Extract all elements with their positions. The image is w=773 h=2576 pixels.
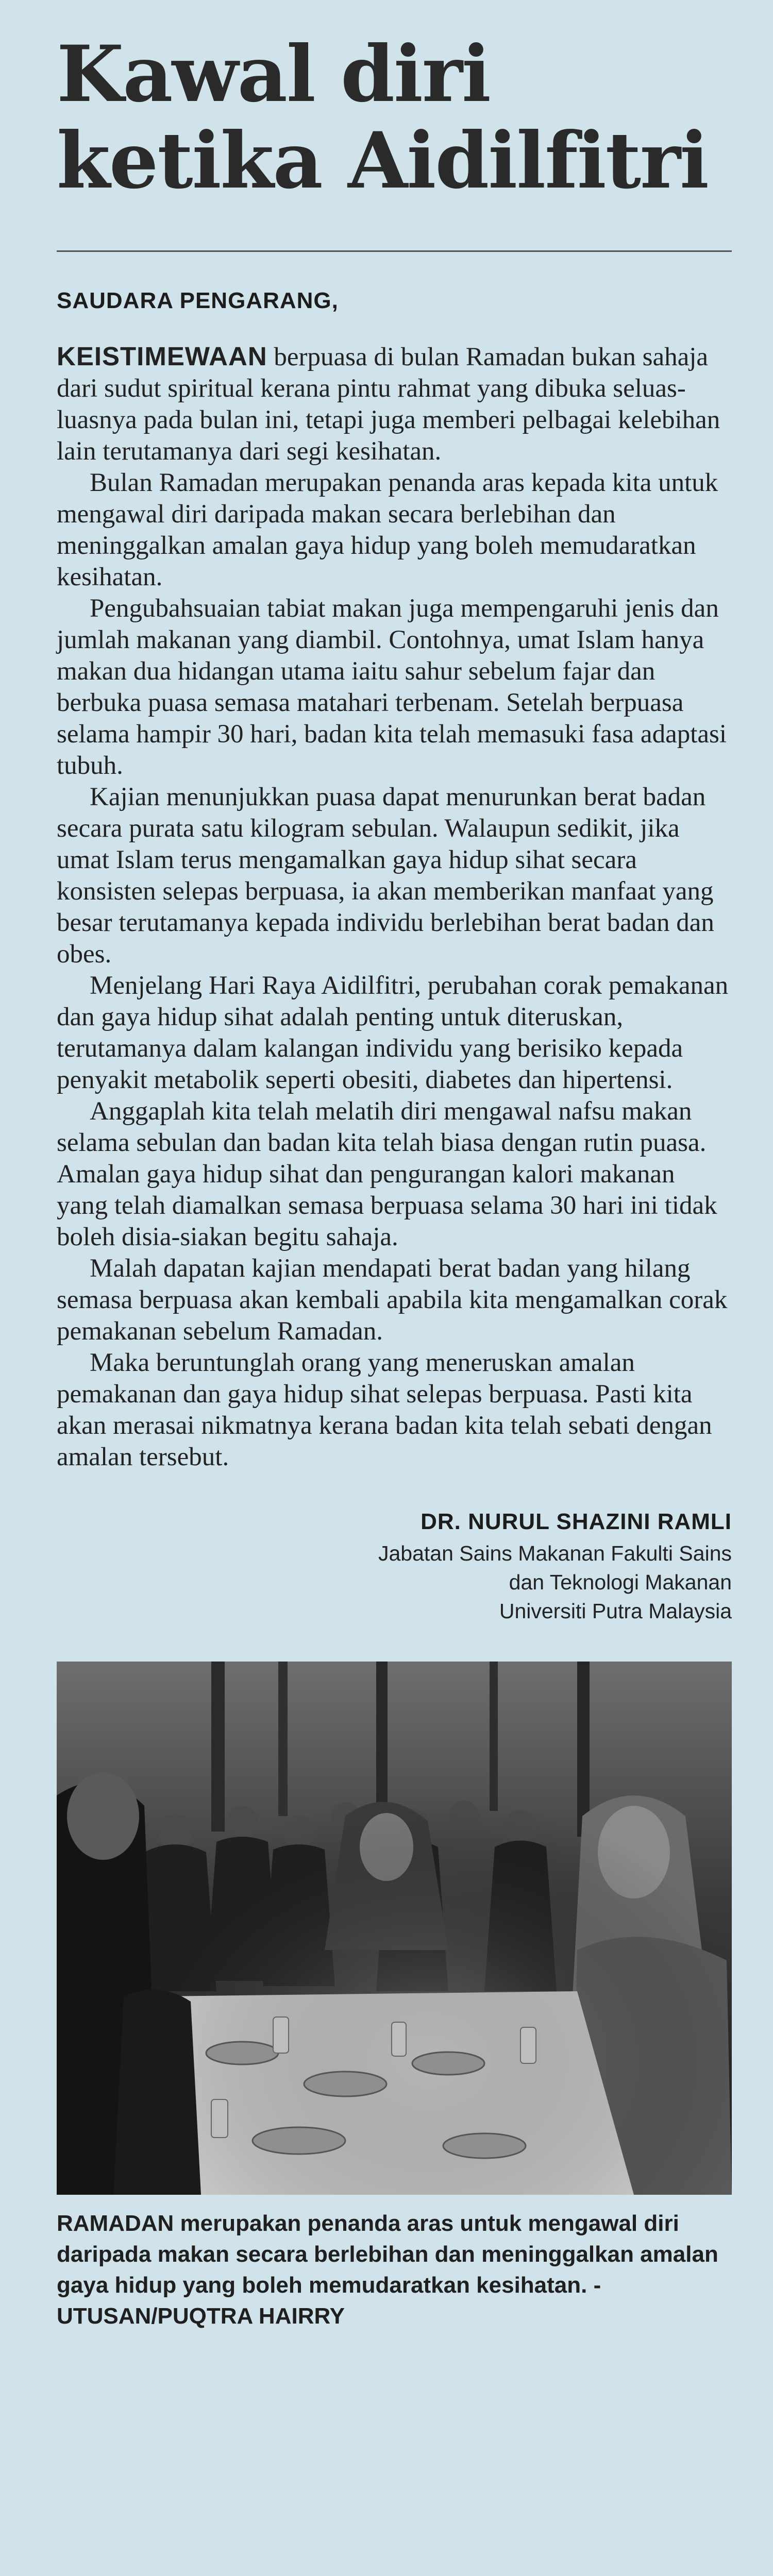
paragraph-7: Malah dapatan kajian mendapati berat badan yang hilang semasa berpuasa akan kembali apabila kita mengamalkan corak pemakanan sebelum Ramadan. (57, 1254, 728, 1346)
salutation: SAUDARA PENGARANG, (57, 288, 339, 313)
author-affiliation-2: dan Teknologi Makanan (509, 1570, 732, 1594)
headline-line-1: Kawal diri (57, 29, 490, 120)
iftar-photo (57, 1662, 732, 2195)
headline (57, 31, 732, 204)
paragraph-1-text: berpuasa di bulan Ramadan bukan sahaja dari sudut spiritual kerana pintu rahmat yang dibuka seluas-luasnya pada bulan ini, tetapi juga memberi pelbagai kelebihan lain terutamanya dari segi kesihatan. (57, 343, 720, 466)
paragraph-1 (57, 341, 732, 467)
paragraph-8: Maka beruntunglah orang yang meneruskan amalan pemakanan dan gaya hidup sihat selepas berpuasa. Pasti kita akan merasai nikmatnya kerana badan kita telah sebati dengan amalan tersebut. (57, 1348, 712, 1471)
paragraph-4: Kajian menunjukkan puasa dapat menurunkan berat badan secara purata satu kilogram sebulan. Walaupun sedikit, jika umat Islam terus mengamalkan gaya hidup sihat secara konsisten selepas berpuasa, ia akan memberikan manfaat yang besar terutamanya kepada individu berlebihan berat badan dan obes. (57, 783, 714, 969)
author-affiliation-1: Jabatan Sains Makanan Fakulti Sains (378, 1541, 732, 1565)
iftar-photo-image (57, 1662, 732, 2195)
author-affiliation-3: Universiti Putra Malaysia (499, 1599, 732, 1623)
paragraph-6: Anggaplah kita telah melatih diri mengawal nafsu makan selama sebulan dan badan kita telah biasa dengan rutin puasa. Amalan gaya hidup sihat dan pengurangan kalori makanan yang telah diamalkan semasa berpuasa selama 30 hari ini tidak boleh disia-siakan begitu sahaja. (57, 1097, 717, 1251)
photo-caption: RAMADAN merupakan penanda aras untuk mengawal diri daripada makan secara berlebihan dan meninggalkan amalan gaya hidup yang boleh memudaratkan kesihatan. - UTUSAN/PUQTRA HAIRRY (57, 2211, 718, 2329)
paragraph-2: Bulan Ramadan merupakan penanda aras kepada kita untuk mengawal diri daripada makan secara berlebihan dan meninggalkan amalan gaya hidup yang boleh memudaratkan kesihatan. (57, 468, 718, 591)
article-body (57, 341, 732, 1473)
paragraph-3: Pengubahsuaian tabiat makan juga mempengaruhi jenis dan jumlah makanan yang diambil. Contohnya, umat Islam hanya makan dua hidangan utama iaitu sahur sebelum fajar dan berbuka puasa semasa matahari terbenam. Setelah berpuasa selama hampir 30 hari, badan kita telah memasuki fasa adaptasi tubuh. (57, 594, 727, 780)
headline-divider (57, 250, 732, 252)
author-signature (57, 1509, 732, 1625)
author-name: DR. NURUL SHAZINI RAMLI (421, 1509, 732, 1534)
lead-word: KEISTIMEWAAN (57, 342, 267, 371)
paragraph-5: Menjelang Hari Raya Aidilfitri, perubahan corak pemakanan dan gaya hidup sihat adalah penting untuk diteruskan, terutamanya dalam kalangan individu yang berisiko kepada penyakit metabolik seperti obesiti, diabetes dan hipertensi. (57, 971, 729, 1094)
headline-line-2: ketika Aidilfitri (57, 115, 708, 206)
